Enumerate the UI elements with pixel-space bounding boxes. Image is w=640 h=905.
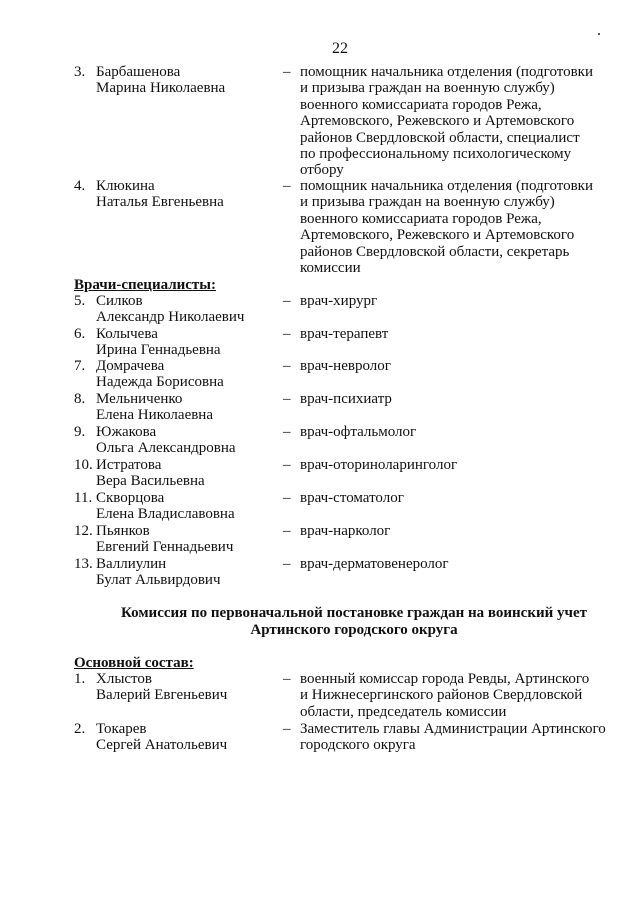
dash: – [283,64,291,80]
specialty: врач-дерматовенеролог [300,556,449,572]
commission-title [74,605,634,639]
entry-number: 13. [74,556,93,572]
dash: – [283,293,291,309]
specialty: врач-стоматолог [300,490,404,506]
person-name [96,64,276,97]
surname: Истратова [96,457,162,473]
dash: – [283,556,291,572]
person-name [96,293,276,326]
entry-number: 7. [74,358,86,374]
dash: – [283,326,291,342]
person-name [96,326,276,359]
desc-line: помощник начальника отделения (подготовки [300,178,593,194]
position-description [300,64,605,179]
desc-line: по профессиональному психологическому [300,146,572,163]
entry-number: 4. [74,178,86,194]
surname: Пьянков [96,523,150,539]
scan-dot [598,33,600,35]
person-name [96,556,276,589]
position-description [300,178,605,276]
commission-title-line: Артинского городского округа [250,622,458,638]
person-name [96,721,276,754]
person-name [96,358,276,391]
desc-line: Артемовского, Режевского и Артемовского [300,113,575,130]
entry-number: 8. [74,391,86,407]
desc-line: военного комиссариата городов Режа, [300,210,542,227]
person-name [96,424,276,457]
dash: – [283,424,291,440]
dash: – [283,457,291,473]
surname: Домрачева [96,358,165,374]
entry-number: 11. [74,490,93,506]
desc-line: Заместитель главы Администрации Артинского [300,721,606,737]
desc-line: комиссии [300,260,361,277]
doctors-heading: Врачи-специалисты: [74,277,217,293]
given-names: Ольга Александровна [96,440,236,457]
given-names: Вера Васильевна [96,473,205,490]
specialty: врач-офтальмолог [300,424,417,440]
desc-line: военного комиссариата городов Режа, [300,96,542,113]
given-names: Евгений Геннадьевич [96,539,234,556]
surname: Токарев [96,721,147,737]
person-name [96,671,276,704]
desc-line: Артемовского, Режевского и Артемовского [300,227,575,244]
entry-number: 3. [74,64,86,80]
specialty: врач-невролог [300,358,391,374]
dash: – [283,721,291,737]
surname: Мельниченко [96,391,183,407]
surname: Южакова [96,424,157,440]
entry-number: 2. [74,721,86,737]
entry-number: 10. [74,457,93,473]
desc-line: и призыва граждан на военную службу) [300,80,555,97]
entry-number: 5. [74,293,86,309]
surname: Клюкина [96,178,155,194]
dash: – [283,490,291,506]
desc-line: и призыва граждан на военную службу) [300,194,555,211]
main-composition-heading: Основной состав: [74,655,194,671]
position-description [300,671,605,720]
given-names: Надежда Борисовна [96,374,224,391]
specialty: врач-психиатр [300,391,392,407]
dash: – [283,391,291,407]
given-names: Наталья Евгеньевна [96,194,224,211]
surname: Валлиулин [96,556,167,572]
desc-line: области, председатель комиссии [300,703,507,720]
desc-line: отбору [300,162,344,179]
specialty: врач-хирург [300,293,378,309]
person-name [96,457,276,490]
given-names: Ирина Геннадьевна [96,342,221,359]
given-names: Булат Альвирдович [96,572,221,589]
entry-number: 1. [74,671,86,687]
given-names: Елена Владиславовна [96,506,235,523]
desc-line: помощник начальника отделения (подготовки [300,64,593,80]
desc-line: городского округа [300,737,416,754]
given-names: Сергей Анатольевич [96,737,228,754]
specialty: врач-нарколог [300,523,391,539]
given-names: Елена Николаевна [96,407,213,424]
given-names: Александр Николаевич [96,309,245,326]
surname: Скворцова [96,490,165,506]
specialty: врач-терапевт [300,326,389,342]
desc-line: районов Свердловской области, специалист [300,129,580,146]
desc-line: военный комиссар города Ревды, Артинского [300,671,590,687]
specialty: врач-оториноларинголог [300,457,458,473]
dash: – [283,178,291,194]
dash: – [283,671,291,687]
entry-number: 9. [74,424,86,440]
surname: Хлыстов [96,671,152,687]
person-name [96,178,276,211]
commission-title-line: Комиссия по первоначальной постановке граждан на воинский учет [121,605,587,621]
person-name [96,490,276,523]
page-number: 22 [332,40,348,57]
surname: Колычева [96,326,158,342]
entry-number: 6. [74,326,86,342]
dash: – [283,358,291,374]
position-description [300,721,605,754]
given-names: Валерий Евгеньевич [96,687,228,704]
surname: Силков [96,293,143,309]
person-name [96,523,276,556]
surname: Барбашенова [96,64,181,80]
desc-line: и Нижнесергинского районов Свердловской [300,687,583,704]
desc-line: районов Свердловской области, секретарь [300,243,570,260]
given-names: Марина Николаевна [96,80,226,97]
dash: – [283,523,291,539]
entry-number: 12. [74,523,93,539]
person-name [96,391,276,424]
